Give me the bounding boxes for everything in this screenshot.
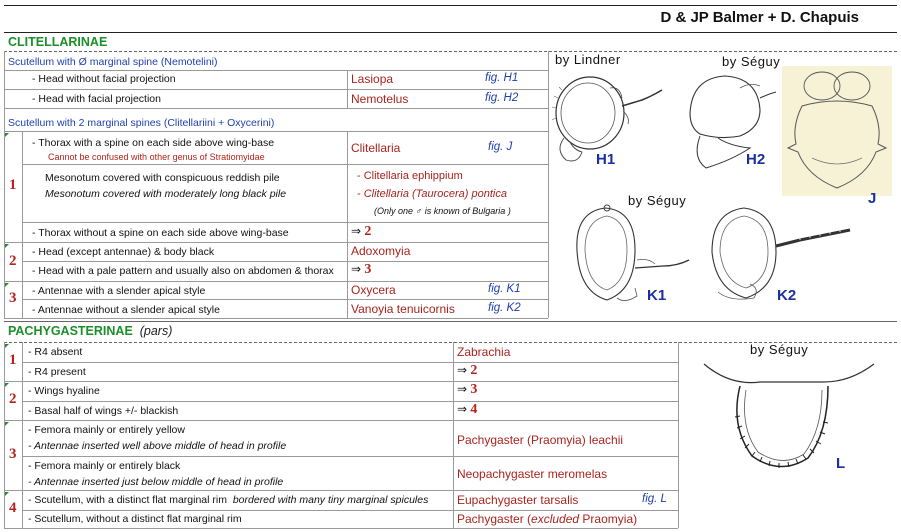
c-row-2-fig: fig. H2: [485, 92, 519, 104]
c-row-2-text: - Head with facial projection: [32, 93, 161, 105]
c-row-1-fig: fig. H1: [485, 72, 519, 84]
c-couplet-2: 2: [9, 253, 17, 269]
figure-k1: [565, 200, 695, 310]
credit-seguy-1: by Séguy: [722, 54, 781, 69]
c-row-9-text: - Antennae without a slender apical style: [32, 304, 220, 316]
c-couplet-3: 3: [9, 290, 17, 306]
label-l: L: [836, 455, 846, 472]
p-couplet-4: 4: [9, 500, 17, 516]
c-row-4-note: (Only one ♂ is known of Bulgaria ): [374, 206, 511, 216]
label-j: J: [868, 190, 877, 207]
c-row-7-text: - Head with a pale pattern and usually also on abdomen & thorax: [32, 265, 334, 277]
credit-lindner: by Lindner: [555, 52, 621, 67]
c-row-5-lead: ⇒ 2: [351, 224, 372, 239]
p-row-5-genus: Pachygaster (Praomyia) leachii: [457, 433, 624, 447]
p-row-8-genus: Pachygaster (excluded Praomyia): [457, 512, 638, 526]
p-row-2-text: - R4 present: [28, 366, 86, 378]
figure-h2: [680, 68, 790, 178]
c-row-6-text: - Head (except antennae) & body black: [32, 246, 215, 258]
c-row-4-text-1: Mesonotum covered with conspicuous reddish pile: [45, 172, 280, 184]
c-row-1-genus: Lasiopa: [351, 72, 394, 86]
p-row-3-text: - Wings hyaline: [28, 385, 100, 397]
c-row-2-genus: Nemotelus: [351, 92, 409, 106]
c-row-8-text: - Antennae with a slender apical style: [32, 285, 206, 297]
c-row-3-fig: fig. J: [488, 141, 513, 153]
p-row-3-lead: ⇒ 3: [457, 382, 478, 397]
c-row-9-genus: Vanoyia tenuicornis: [351, 302, 455, 316]
p-row-6-text-1: - Femora mainly or entirely black: [28, 460, 181, 472]
label-h1: H1: [596, 151, 616, 168]
c-couplet-1: 1: [9, 177, 17, 193]
p-couplet-2: 2: [9, 391, 17, 407]
p-row-6-genus: Neopachygaster meromelas: [457, 467, 608, 481]
p-row-5-text-1: - Femora mainly or entirely yellow: [28, 424, 185, 436]
c-row-4-text-2: Mesonotum covered with moderately long black pile: [45, 188, 287, 200]
label-k2: K2: [777, 287, 797, 304]
c-row-8-genus: Oxycera: [351, 283, 396, 297]
c-row-5-text: - Thorax without a spine on each side above wing-base: [32, 227, 289, 239]
c-row-6-genus: Adoxomyia: [351, 244, 411, 258]
header-bar: [4, 5, 897, 33]
p-row-7-fig: fig. L: [642, 493, 667, 505]
divider: [4, 51, 897, 52]
p-couplet-1: 1: [9, 352, 17, 368]
c-row-9-fig: fig. K2: [488, 302, 521, 314]
p-couplet-3: 3: [9, 446, 17, 462]
c-row-4-genus-1: - Clitellaria ephippium: [357, 170, 463, 182]
figure-l: [700, 356, 880, 486]
p-row-5-text-2: - Antennae inserted well above middle of head in profile: [28, 440, 287, 452]
c-row-3-note: Cannot be confused with other genus of Stratiomyidae: [48, 152, 265, 162]
p-row-8-text: - Scutellum, without a distinct flat marginal rim: [28, 513, 242, 525]
figure-j: [782, 66, 892, 196]
group-clitellariini: Scutellum with 2 marginal spines (Clitellariini + Oxycerini): [8, 117, 275, 129]
c-row-7-lead: ⇒ 3: [351, 262, 372, 277]
p-row-7-genus: Eupachygaster tarsalis: [457, 493, 579, 507]
credit-seguy-3: by Séguy: [750, 342, 809, 357]
p-row-1-text: - R4 absent: [28, 346, 83, 358]
c-row-4-genus-2: - Clitellaria (Taurocera) pontica: [357, 188, 507, 200]
c-row-1-text: - Head without facial projection: [32, 73, 176, 85]
group-nemotelini: Scutellum with Ø marginal spine (Nemotelini): [8, 56, 218, 68]
label-k1: K1: [647, 287, 667, 304]
p-row-6-text-2: - Antennae inserted just below middle of head in profile: [28, 476, 284, 488]
clitellarinae-title: CLITELLARINAE: [8, 35, 108, 49]
c-row-8-fig: fig. K1: [488, 283, 521, 295]
p-row-2-lead: ⇒ 2: [457, 363, 478, 378]
label-h2: H2: [746, 151, 766, 168]
p-row-7-text: - Scutellum, with a distinct flat marginal rim bordered with many tiny marginal spicules: [28, 494, 429, 506]
p-row-1-genus: Zabrachia: [457, 345, 511, 359]
c-row-3-text: - Thorax with a spine on each side above wing-base: [32, 137, 275, 149]
credit-seguy-2: by Séguy: [628, 193, 687, 208]
authors-title: D & JP Balmer + D. Chapuis: [660, 9, 859, 26]
p-row-4-lead: ⇒ 4: [457, 402, 478, 417]
p-row-4-text: - Basal half of wings +/- blackish: [28, 405, 179, 417]
c-row-3-genus: Clitellaria: [351, 141, 401, 155]
pachygasterinae-title: PACHYGASTERINAE (pars): [8, 324, 173, 338]
